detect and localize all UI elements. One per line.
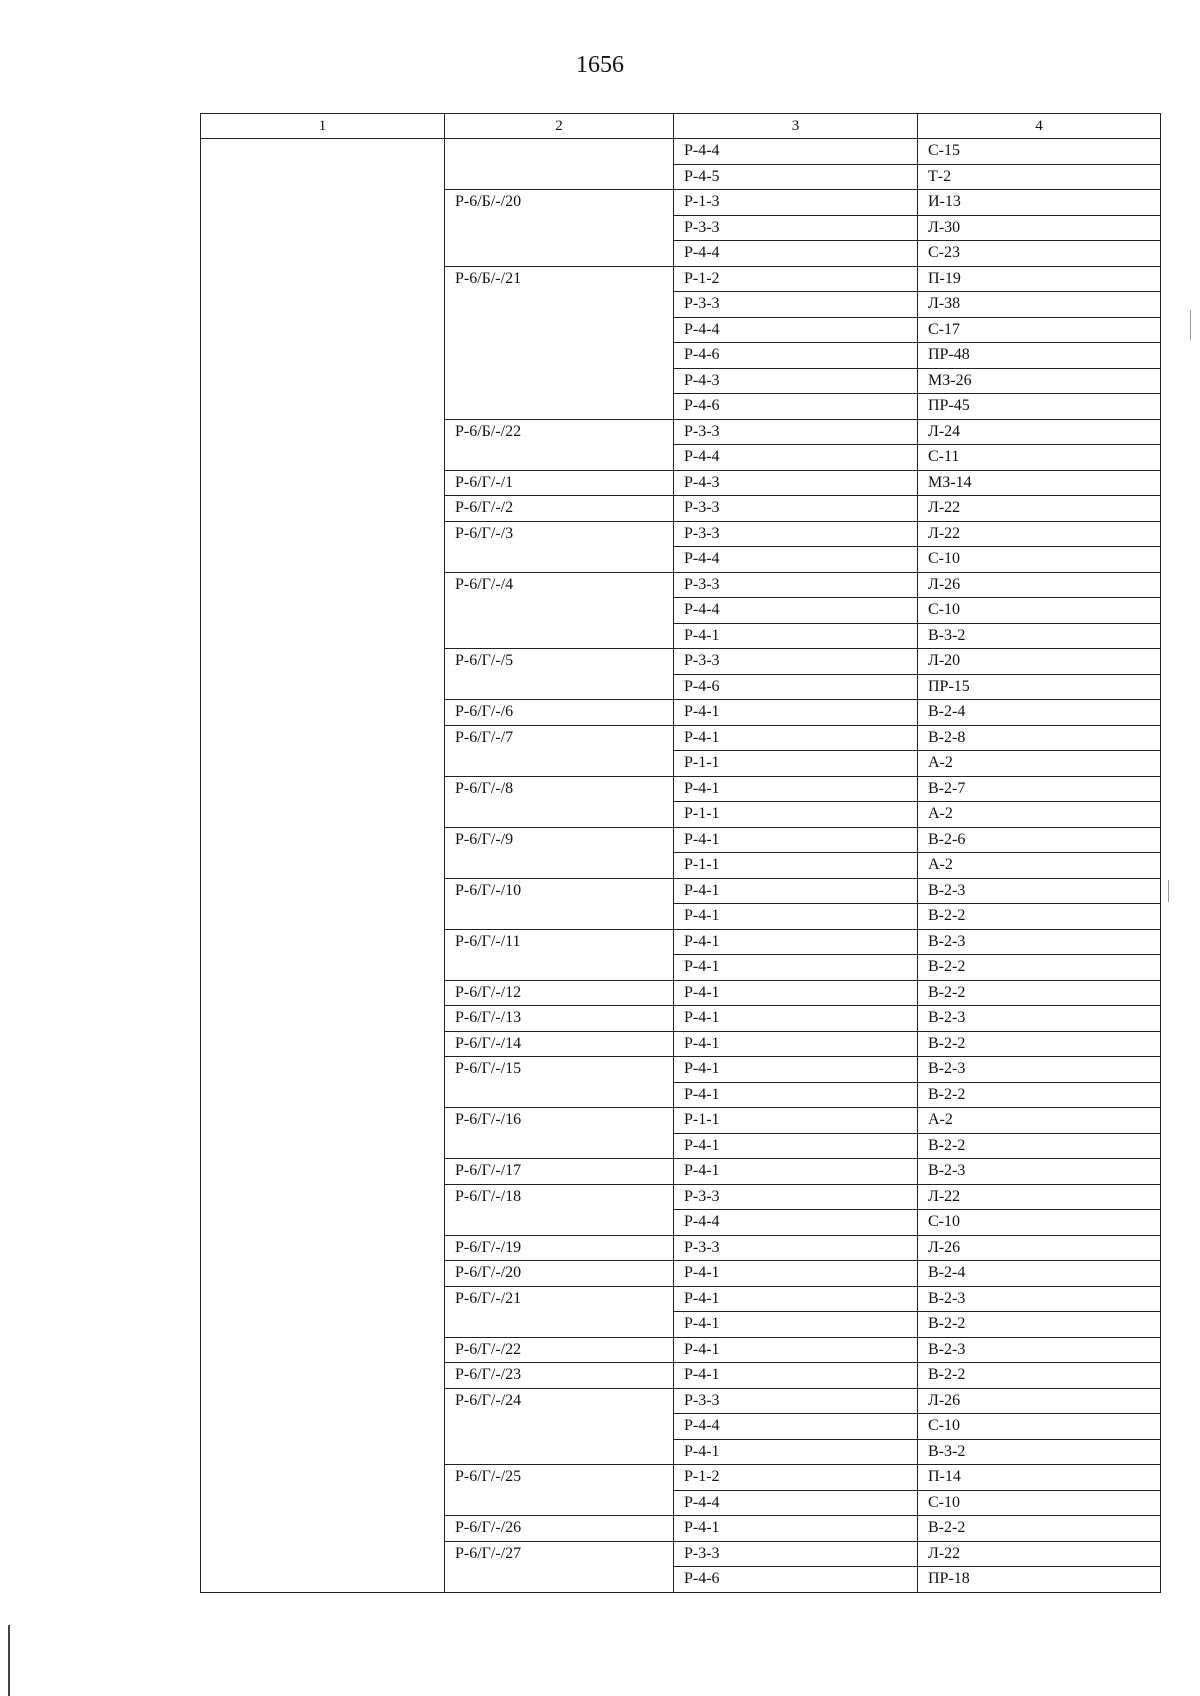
code-4-cell: Т-2 xyxy=(918,164,1161,190)
table-row xyxy=(201,139,1161,165)
group-code-cell: Р-6/Г/-/7 xyxy=(445,725,674,776)
code-4-cell: В-2-2 xyxy=(918,1133,1161,1159)
code-3-cell: Р-4-4 xyxy=(674,1490,918,1516)
code-3-cell: Р-3-3 xyxy=(674,1235,918,1261)
code-3-cell: Р-4-4 xyxy=(674,241,918,267)
code-4-cell: МЗ-26 xyxy=(918,368,1161,394)
code-3-cell: Р-4-1 xyxy=(674,1363,918,1389)
document-table xyxy=(200,113,1161,1593)
code-4-cell: В-2-3 xyxy=(918,1337,1161,1363)
code-3-cell: Р-4-1 xyxy=(674,1516,918,1542)
code-4-cell: ПР-18 xyxy=(918,1567,1161,1593)
code-3-cell: Р-4-1 xyxy=(674,623,918,649)
code-3-cell: Р-1-3 xyxy=(674,190,918,216)
code-3-cell: Р-4-1 xyxy=(674,776,918,802)
code-3-cell: Р-4-1 xyxy=(674,1159,918,1185)
code-4-cell: В-2-2 xyxy=(918,1363,1161,1389)
code-4-cell: В-2-3 xyxy=(918,929,1161,955)
group-code-cell: Р-6/Г/-/22 xyxy=(445,1337,674,1363)
code-3-cell: Р-4-1 xyxy=(674,1286,918,1312)
code-4-cell: В-2-8 xyxy=(918,725,1161,751)
code-4-cell: В-2-3 xyxy=(918,1286,1161,1312)
code-3-cell: Р-3-3 xyxy=(674,649,918,675)
group-code-cell: Р-6/Г/-/20 xyxy=(445,1261,674,1287)
group-code-cell: Р-6/Г/-/15 xyxy=(445,1057,674,1108)
code-3-cell: Р-4-1 xyxy=(674,929,918,955)
code-4-cell: Л-24 xyxy=(918,419,1161,445)
code-4-cell: В-2-2 xyxy=(918,1516,1161,1542)
code-4-cell: В-2-4 xyxy=(918,700,1161,726)
code-3-cell: Р-4-1 xyxy=(674,1057,918,1083)
group-code-cell: Р-6/Б/-/21 xyxy=(445,266,674,419)
column-header-4: 4 xyxy=(918,114,1161,139)
code-3-cell: Р-3-3 xyxy=(674,215,918,241)
code-4-cell: Л-26 xyxy=(918,1388,1161,1414)
group-code-cell: Р-6/Б/-/20 xyxy=(445,190,674,267)
group-code-cell: Р-6/Г/-/17 xyxy=(445,1159,674,1185)
group-code-cell: Р-6/Г/-/14 xyxy=(445,1031,674,1057)
code-4-cell: В-2-2 xyxy=(918,980,1161,1006)
group-code-cell: Р-6/Г/-/19 xyxy=(445,1235,674,1261)
code-4-cell: В-2-6 xyxy=(918,827,1161,853)
code-4-cell: ПР-45 xyxy=(918,394,1161,420)
code-3-cell: Р-4-3 xyxy=(674,470,918,496)
code-4-cell: А-2 xyxy=(918,853,1161,879)
group-code-cell: Р-6/Г/-/16 xyxy=(445,1108,674,1159)
code-3-cell: Р-3-3 xyxy=(674,292,918,318)
code-4-cell: П-14 xyxy=(918,1465,1161,1491)
group-code-cell: Р-6/Г/-/8 xyxy=(445,776,674,827)
code-4-cell: С-23 xyxy=(918,241,1161,267)
code-4-cell: ПР-48 xyxy=(918,343,1161,369)
code-3-cell: Р-4-5 xyxy=(674,164,918,190)
code-3-cell: Р-4-1 xyxy=(674,1261,918,1287)
code-4-cell: С-10 xyxy=(918,1210,1161,1236)
code-4-cell: П-19 xyxy=(918,266,1161,292)
code-4-cell: Л-38 xyxy=(918,292,1161,318)
code-4-cell: А-2 xyxy=(918,1108,1161,1134)
code-3-cell: Р-1-2 xyxy=(674,266,918,292)
code-4-cell: Л-22 xyxy=(918,496,1161,522)
group-code-cell: Р-6/Г/-/5 xyxy=(445,649,674,700)
code-3-cell: Р-1-2 xyxy=(674,1465,918,1491)
code-4-cell: В-2-3 xyxy=(918,1159,1161,1185)
code-3-cell: Р-4-1 xyxy=(674,1082,918,1108)
group-code-cell: Р-6/Г/-/23 xyxy=(445,1363,674,1389)
column-header-2: 2 xyxy=(445,114,674,139)
group-code-cell: Р-6/Г/-/13 xyxy=(445,1006,674,1032)
code-4-cell: В-2-2 xyxy=(918,955,1161,981)
code-4-cell: С-17 xyxy=(918,317,1161,343)
code-3-cell: Р-4-6 xyxy=(674,343,918,369)
scan-mark-right xyxy=(1190,310,1191,340)
code-3-cell: Р-1-1 xyxy=(674,853,918,879)
group-code-cell: Р-6/Г/-/24 xyxy=(445,1388,674,1465)
code-3-cell: Р-4-1 xyxy=(674,1006,918,1032)
code-3-cell: Р-3-3 xyxy=(674,419,918,445)
code-4-cell: С-10 xyxy=(918,547,1161,573)
group-code-cell: Р-6/Г/-/9 xyxy=(445,827,674,878)
group-code-cell: Р-6/Г/-/6 xyxy=(445,700,674,726)
code-4-cell: Л-22 xyxy=(918,1184,1161,1210)
group-code-cell: Р-6/Г/-/21 xyxy=(445,1286,674,1337)
column-header-3: 3 xyxy=(674,114,918,139)
code-3-cell: Р-4-1 xyxy=(674,1031,918,1057)
group-code-cell: Р-6/Б/-/22 xyxy=(445,419,674,470)
code-3-cell: Р-3-3 xyxy=(674,572,918,598)
code-3-cell: Р-4-1 xyxy=(674,827,918,853)
group-code-cell: Р-6/Г/-/3 xyxy=(445,521,674,572)
code-3-cell: Р-3-3 xyxy=(674,496,918,522)
code-4-cell: С-10 xyxy=(918,598,1161,624)
code-3-cell: Р-4-1 xyxy=(674,1337,918,1363)
group-code-cell: Р-6/Г/-/25 xyxy=(445,1465,674,1516)
code-4-cell: И-13 xyxy=(918,190,1161,216)
code-4-cell: МЗ-14 xyxy=(918,470,1161,496)
code-4-cell: А-2 xyxy=(918,802,1161,828)
column-1-cell xyxy=(201,139,445,1593)
code-3-cell: Р-3-3 xyxy=(674,1541,918,1567)
code-3-cell: Р-4-1 xyxy=(674,700,918,726)
code-3-cell: Р-3-3 xyxy=(674,1388,918,1414)
code-4-cell: С-10 xyxy=(918,1490,1161,1516)
table-body xyxy=(201,139,1161,1593)
scan-mark-right-2 xyxy=(1168,880,1169,902)
group-code-cell xyxy=(445,139,674,190)
code-4-cell: ПР-15 xyxy=(918,674,1161,700)
code-4-cell: Л-30 xyxy=(918,215,1161,241)
code-3-cell: Р-4-6 xyxy=(674,1567,918,1593)
column-header-1: 1 xyxy=(201,114,445,139)
group-code-cell: Р-6/Г/-/10 xyxy=(445,878,674,929)
code-4-cell: С-11 xyxy=(918,445,1161,471)
code-4-cell: А-2 xyxy=(918,751,1161,777)
code-4-cell: В-2-4 xyxy=(918,1261,1161,1287)
group-code-cell: Р-6/Г/-/18 xyxy=(445,1184,674,1235)
code-4-cell: Л-26 xyxy=(918,572,1161,598)
code-4-cell: Л-22 xyxy=(918,1541,1161,1567)
code-3-cell: Р-4-4 xyxy=(674,317,918,343)
code-3-cell: Р-4-3 xyxy=(674,368,918,394)
code-3-cell: Р-4-1 xyxy=(674,725,918,751)
page-number: 1656 xyxy=(576,52,624,78)
code-4-cell: В-2-3 xyxy=(918,878,1161,904)
code-3-cell: Р-4-4 xyxy=(674,1414,918,1440)
code-3-cell: Р-4-4 xyxy=(674,547,918,573)
code-4-cell: В-3-2 xyxy=(918,1439,1161,1465)
code-3-cell: Р-4-4 xyxy=(674,139,918,165)
group-code-cell: Р-6/Г/-/26 xyxy=(445,1516,674,1542)
code-3-cell: Р-4-6 xyxy=(674,394,918,420)
code-3-cell: Р-4-1 xyxy=(674,955,918,981)
code-4-cell: В-2-2 xyxy=(918,1312,1161,1338)
code-3-cell: Р-4-1 xyxy=(674,1312,918,1338)
table-header xyxy=(201,114,1161,139)
header-row xyxy=(201,114,1161,139)
code-4-cell: В-2-2 xyxy=(918,1082,1161,1108)
code-3-cell: Р-3-3 xyxy=(674,1184,918,1210)
group-code-cell: Р-6/Г/-/12 xyxy=(445,980,674,1006)
code-3-cell: Р-4-6 xyxy=(674,674,918,700)
code-3-cell: Р-1-1 xyxy=(674,802,918,828)
code-3-cell: Р-1-1 xyxy=(674,1108,918,1134)
code-3-cell: Р-4-4 xyxy=(674,1210,918,1236)
code-3-cell: Р-4-1 xyxy=(674,1133,918,1159)
code-3-cell: Р-4-1 xyxy=(674,878,918,904)
group-code-cell: Р-6/Г/-/1 xyxy=(445,470,674,496)
scan-mark-left xyxy=(8,1625,10,1696)
group-code-cell: Р-6/Г/-/2 xyxy=(445,496,674,522)
group-code-cell: Р-6/Г/-/27 xyxy=(445,1541,674,1592)
code-4-cell: Л-26 xyxy=(918,1235,1161,1261)
group-code-cell: Р-6/Г/-/4 xyxy=(445,572,674,649)
code-4-cell: С-10 xyxy=(918,1414,1161,1440)
code-4-cell: В-2-3 xyxy=(918,1006,1161,1032)
code-4-cell: С-15 xyxy=(918,139,1161,165)
code-3-cell: Р-4-1 xyxy=(674,980,918,1006)
code-3-cell: Р-4-4 xyxy=(674,445,918,471)
code-3-cell: Р-4-4 xyxy=(674,598,918,624)
code-3-cell: Р-3-3 xyxy=(674,521,918,547)
code-4-cell: Л-22 xyxy=(918,521,1161,547)
code-4-cell: В-2-3 xyxy=(918,1057,1161,1083)
code-3-cell: Р-1-1 xyxy=(674,751,918,777)
code-4-cell: Л-20 xyxy=(918,649,1161,675)
code-4-cell: В-2-7 xyxy=(918,776,1161,802)
code-4-cell: В-2-2 xyxy=(918,904,1161,930)
code-3-cell: Р-4-1 xyxy=(674,1439,918,1465)
group-code-cell: Р-6/Г/-/11 xyxy=(445,929,674,980)
code-4-cell: В-3-2 xyxy=(918,623,1161,649)
code-4-cell: В-2-2 xyxy=(918,1031,1161,1057)
code-3-cell: Р-4-1 xyxy=(674,904,918,930)
